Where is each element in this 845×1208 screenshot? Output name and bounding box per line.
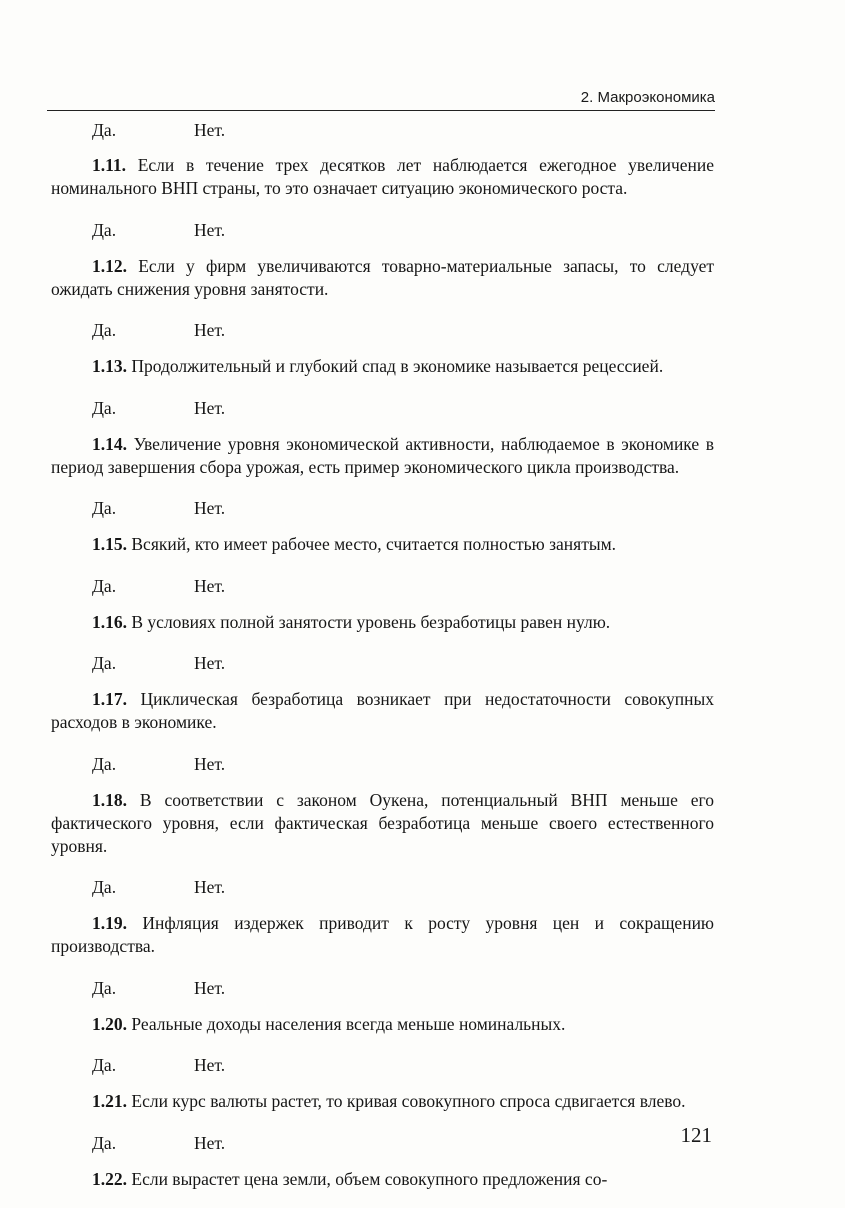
question-1-11 xyxy=(51,154,714,200)
question-1-22 xyxy=(51,1168,714,1191)
question-number: 1.22. xyxy=(92,1168,127,1189)
answer-line xyxy=(51,752,714,776)
answer-line xyxy=(51,976,714,1000)
question-number: 1.12. xyxy=(92,255,127,276)
question-1-12 xyxy=(51,255,714,301)
question-text: Реальные доходы населения всегда меньше номинальных. xyxy=(131,1013,566,1034)
question-text: Если у фирм увеличиваются товарно-материальные запасы, то следует ожидать снижения уровня занятости. xyxy=(51,255,715,299)
answer-line xyxy=(51,496,714,520)
answer-line xyxy=(51,118,714,142)
question-1-18 xyxy=(51,789,714,858)
question-1-13 xyxy=(51,355,714,378)
answer-yes: Да. xyxy=(92,320,117,340)
question-text: Если курс валюты растет, то кривая совокупного спроса сдвигается влево. xyxy=(131,1091,686,1111)
question-text: В соответствии с законом Оукена, потенциальный ВНП меньше его фактического уровня, если фактическая безработица меньше своего естественного уровня. xyxy=(51,789,715,856)
question-text: Если вырастет цена земли, объем совокупного предложения со- xyxy=(131,1168,608,1189)
answer-no: Нет. xyxy=(194,653,226,673)
answer-no: Нет. xyxy=(194,320,226,340)
answer-line xyxy=(51,875,714,899)
question-text: Всякий, кто имеет рабочее место, считается полностью занятым. xyxy=(131,534,617,554)
answer-no: Нет. xyxy=(194,1132,226,1153)
answer-line xyxy=(51,218,714,242)
answer-yes: Да. xyxy=(92,219,117,240)
answer-no: Нет. xyxy=(194,753,226,774)
question-1-15 xyxy=(51,533,714,556)
answer-yes: Да. xyxy=(92,575,117,596)
question-number: 1.20. xyxy=(92,1013,127,1034)
question-text: Увеличение уровня экономической активности, наблюдаемое в экономике в период завершения сбора урожая, есть пример экономического цикла производства. xyxy=(51,433,714,477)
question-text: Циклическая безработица возникает при недостаточности совокупных расходов в экономике. xyxy=(51,689,714,732)
answer-line xyxy=(51,1053,714,1077)
answer-yes: Да. xyxy=(92,397,117,418)
page-number: 121 xyxy=(680,1123,712,1147)
question-text: Если в течение трех десятков лет наблюдается ежегодное увеличение номинального ВНП страны, то это означает ситуацию экономического роста. xyxy=(51,155,715,198)
question-number: 1.21. xyxy=(92,1091,127,1111)
answer-no: Нет. xyxy=(194,498,226,518)
answer-yes: Да. xyxy=(92,1132,117,1153)
answer-no: Нет. xyxy=(194,977,226,998)
question-text: В условиях полной занятости уровень безработицы равен нулю. xyxy=(131,611,611,632)
running-header xyxy=(47,86,715,111)
page-body xyxy=(51,118,714,1208)
question-1-20 xyxy=(51,1013,714,1036)
answer-yes: Да. xyxy=(92,753,117,774)
question-number: 1.17. xyxy=(92,689,127,709)
answer-yes: Да. xyxy=(92,977,117,998)
answer-line xyxy=(51,396,714,420)
question-number: 1.18. xyxy=(92,789,127,810)
answer-line xyxy=(51,1131,714,1155)
answer-yes: Да. xyxy=(92,498,117,518)
answer-yes: Да. xyxy=(92,120,117,140)
question-text: Инфляция издержек приводит к росту уровня цен и сокращению производства. xyxy=(51,913,715,956)
question-number: 1.11. xyxy=(92,155,127,175)
answer-no: Нет. xyxy=(194,575,226,596)
answer-yes: Да. xyxy=(92,653,117,673)
answer-yes: Да. xyxy=(92,1055,117,1075)
answer-no: Нет. xyxy=(194,397,226,418)
question-1-14 xyxy=(51,433,714,479)
answer-no: Нет. xyxy=(194,120,226,140)
question-1-16 xyxy=(51,611,714,634)
question-number: 1.16. xyxy=(92,611,127,632)
question-number: 1.14. xyxy=(92,433,127,454)
answer-line xyxy=(51,574,714,598)
section-title: 2. Макроэкономика xyxy=(580,89,715,106)
question-1-17 xyxy=(51,688,714,734)
question-number: 1.13. xyxy=(92,356,127,376)
answer-no: Нет. xyxy=(194,877,226,897)
question-1-21 xyxy=(51,1090,714,1113)
answer-no: Нет. xyxy=(194,1055,226,1075)
answer-no: Нет. xyxy=(194,219,226,240)
answer-line xyxy=(51,651,714,675)
question-number: 1.15. xyxy=(92,534,127,554)
question-1-19 xyxy=(51,912,714,958)
question-number: 1.19. xyxy=(92,913,127,933)
answer-yes: Да. xyxy=(92,877,117,897)
answer-line xyxy=(51,318,714,342)
question-text: Продолжительный и глубокий спад в экономике называется рецессией. xyxy=(131,356,664,376)
